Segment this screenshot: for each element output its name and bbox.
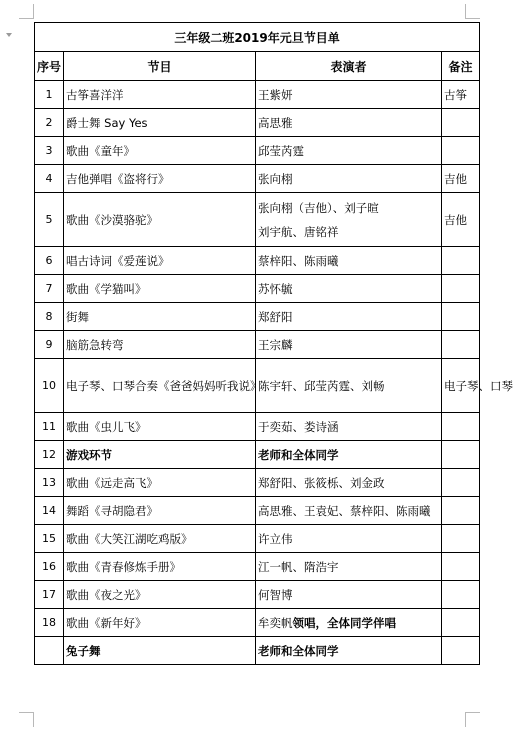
row-number-cell[interactable]: 8 <box>35 303 64 331</box>
performer-line: 老师和全体同学 <box>258 447 339 462</box>
performer-cell[interactable] <box>256 193 442 247</box>
row-number-cell[interactable]: 15 <box>35 525 64 553</box>
note-cell[interactable]: 吉他 <box>442 165 480 193</box>
performer-line: 刘宇航、唐铭祥 <box>258 224 339 239</box>
crop-mark-top-right <box>465 4 480 19</box>
performer-bold: 领唱，全体同学伴唱 <box>292 615 396 630</box>
note-cell[interactable] <box>442 303 480 331</box>
program-cell[interactable]: 歌曲《童年》 <box>64 137 256 165</box>
performer-cell[interactable] <box>256 359 442 413</box>
row-number-cell[interactable]: 13 <box>35 469 64 497</box>
header-performer[interactable]: 表演者 <box>256 52 442 81</box>
table-row <box>35 525 480 553</box>
row-number-cell[interactable]: 18 <box>35 609 64 637</box>
performer-line: 苏怀毓 <box>258 281 293 296</box>
performer-line: 老师和全体同学 <box>258 643 339 658</box>
row-number-cell[interactable]: 3 <box>35 137 64 165</box>
program-cell[interactable]: 古筝喜洋洋 <box>64 81 256 109</box>
row-number-cell[interactable]: 14 <box>35 497 64 525</box>
performer-line: 郑舒阳、张筱栎、刘金政 <box>258 475 385 490</box>
performer-cell[interactable] <box>256 525 442 553</box>
header-note[interactable]: 备注 <box>442 52 480 81</box>
table-row <box>35 165 480 193</box>
performer-cell[interactable] <box>256 637 442 665</box>
row-number-cell[interactable]: 12 <box>35 441 64 469</box>
program-cell[interactable]: 歌曲《沙漠骆驼》 <box>64 193 256 247</box>
performer-line <box>258 615 439 631</box>
program-cell[interactable]: 歌曲《虫儿飞》 <box>64 413 256 441</box>
table-row <box>35 609 480 637</box>
program-cell[interactable]: 歌曲《大笑江湖吃鸡版》 <box>64 525 256 553</box>
performer-cell[interactable] <box>256 303 442 331</box>
table-row <box>35 637 480 665</box>
table-row <box>35 441 480 469</box>
performer-line: 何智博 <box>258 587 293 602</box>
performer-cell[interactable] <box>256 609 442 637</box>
note-cell[interactable] <box>442 525 480 553</box>
performer-cell[interactable] <box>256 109 442 137</box>
row-number-cell[interactable]: 10 <box>35 359 64 413</box>
performer-line: 高思雅 <box>258 115 293 130</box>
table-title[interactable]: 三年级二班2019年元旦节目单 <box>35 23 480 52</box>
table-row <box>35 581 480 609</box>
performer-line: 江一帆、隋浩宇 <box>258 559 339 574</box>
paragraph-anchor-icon <box>6 33 12 37</box>
table-header-row <box>35 52 480 81</box>
row-number-cell[interactable]: 6 <box>35 247 64 275</box>
row-number-cell[interactable]: 5 <box>35 193 64 247</box>
note-cell[interactable] <box>442 553 480 581</box>
program-cell[interactable]: 唱古诗词《爱莲说》 <box>64 247 256 275</box>
program-cell[interactable]: 歌曲《新年好》 <box>64 609 256 637</box>
performer-line: 邱莹芮霆 <box>258 143 304 158</box>
note-cell[interactable] <box>442 247 480 275</box>
table-row <box>35 275 480 303</box>
crop-mark-top-left <box>19 4 34 19</box>
performer-line: 于奕茹、娄诗涵 <box>258 419 339 434</box>
note-cell[interactable]: 电子琴、口琴 <box>442 359 480 413</box>
note-cell[interactable] <box>442 275 480 303</box>
performer-line: 许立伟 <box>258 531 293 546</box>
row-number-cell[interactable]: 11 <box>35 413 64 441</box>
performer-cell[interactable] <box>256 275 442 303</box>
program-cell[interactable]: 兔子舞 <box>64 637 256 665</box>
table-title-row <box>35 23 480 52</box>
performer-line: 郑舒阳 <box>258 309 293 324</box>
row-number-cell[interactable]: 4 <box>35 165 64 193</box>
performer-line: 高思雅、王袁妃、蔡梓阳、陈雨曦 <box>258 503 431 518</box>
row-number-cell[interactable]: 7 <box>35 275 64 303</box>
performer-cell[interactable] <box>256 247 442 275</box>
note-cell[interactable] <box>442 609 480 637</box>
program-cell[interactable]: 歌曲《远走高飞》 <box>64 469 256 497</box>
table-row <box>35 247 480 275</box>
note-cell[interactable] <box>442 469 480 497</box>
row-number-cell[interactable]: 9 <box>35 331 64 359</box>
table-row <box>35 469 480 497</box>
program-cell[interactable]: 舞蹈《寻胡隐君》 <box>64 497 256 525</box>
note-cell[interactable] <box>442 413 480 441</box>
row-number-cell[interactable]: 1 <box>35 81 64 109</box>
performer-cell[interactable] <box>256 413 442 441</box>
program-table <box>34 22 513 665</box>
table-row <box>35 109 480 137</box>
table-row <box>35 553 480 581</box>
table-row <box>35 359 480 413</box>
row-number-cell[interactable]: 17 <box>35 581 64 609</box>
note-cell[interactable] <box>442 109 480 137</box>
program-cell[interactable]: 街舞 <box>64 303 256 331</box>
performer-cell[interactable] <box>256 137 442 165</box>
row-number-cell[interactable]: 2 <box>35 109 64 137</box>
performer-cell[interactable] <box>256 165 442 193</box>
performer-cell[interactable] <box>256 331 442 359</box>
table-row <box>35 497 480 525</box>
performer-cell[interactable] <box>256 581 442 609</box>
crop-mark-bottom-left <box>19 712 34 727</box>
performer-line: 王宗麟 <box>258 337 293 352</box>
header-num[interactable]: 序号 <box>35 52 64 81</box>
row-number-cell[interactable]: 16 <box>35 553 64 581</box>
performer-line: 王紫妍 <box>258 87 293 102</box>
note-cell[interactable]: 吉他 <box>442 193 480 247</box>
table-row <box>35 331 480 359</box>
performer-cell[interactable] <box>256 497 442 525</box>
performer-line: 陈宇轩、邱莹芮霆、刘畅 <box>258 378 385 393</box>
performer-cell[interactable] <box>256 553 442 581</box>
program-cell[interactable]: 歌曲《青春修炼手册》 <box>64 553 256 581</box>
program-cell[interactable]: 歌曲《学猫叫》 <box>64 275 256 303</box>
header-program[interactable]: 节目 <box>64 52 256 81</box>
performer-cell[interactable] <box>256 81 442 109</box>
table-row <box>35 137 480 165</box>
performer-line: 蔡梓阳、陈雨曦 <box>258 253 339 268</box>
performer-cell[interactable] <box>256 469 442 497</box>
table-row <box>35 193 480 247</box>
performer-plain: 牟奕帆 <box>258 615 293 630</box>
program-cell[interactable]: 脑筋急转弯 <box>64 331 256 359</box>
table-row <box>35 303 480 331</box>
note-cell[interactable] <box>442 331 480 359</box>
note-cell[interactable] <box>442 137 480 165</box>
crop-mark-bottom-right <box>465 712 480 727</box>
note-cell[interactable] <box>442 581 480 609</box>
performer-cell[interactable] <box>256 441 442 469</box>
row-number-cell[interactable] <box>35 637 64 665</box>
note-cell[interactable]: 古筝 <box>442 81 480 109</box>
program-cell[interactable]: 歌曲《夜之光》 <box>64 581 256 609</box>
table-row <box>35 81 480 109</box>
note-cell[interactable] <box>442 441 480 469</box>
note-cell[interactable] <box>442 637 480 665</box>
performer-line: 张向栩 <box>258 171 293 186</box>
program-cell[interactable]: 游戏环节 <box>64 441 256 469</box>
performer-line: 张向栩（吉他）、刘子暄 <box>258 200 379 215</box>
program-cell[interactable]: 吉他弹唱《盗将行》 <box>64 165 256 193</box>
note-cell[interactable] <box>442 497 480 525</box>
program-cell[interactable]: 爵士舞 Say Yes <box>64 109 256 137</box>
program-cell[interactable]: 电子琴、口琴合奏《爸爸妈妈听我说》 <box>64 359 256 413</box>
table-row <box>35 413 480 441</box>
